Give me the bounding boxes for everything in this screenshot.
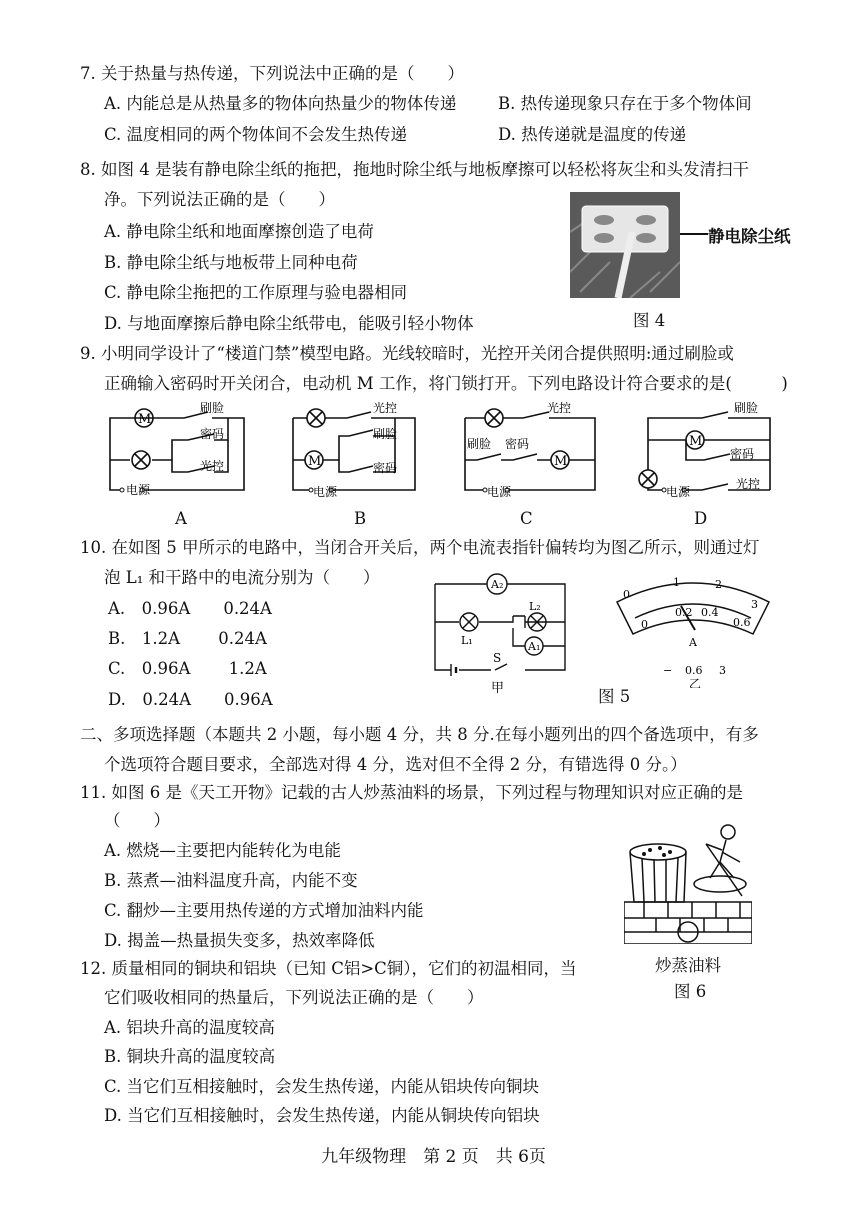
svg-text:电源: 电源 <box>487 485 512 499</box>
q8-stem-line1: 8. 如图 4 是装有静电除尘纸的拖把，拖地时除尘纸与地板摩擦可以轻松将灰尘和头发清扫干 <box>80 160 749 179</box>
mop-label-arrow <box>680 228 710 240</box>
circuit-c <box>455 398 605 502</box>
circuit-a <box>100 398 250 502</box>
svg-text:A: A <box>689 636 697 649</box>
svg-text:−: − <box>663 664 673 677</box>
q12-stem-line1: 12. 质量相同的铜块和铝块（已知 C铝>C铜），它们的初温相同，当 <box>80 959 577 978</box>
figure-6-label: 炒蒸油料 <box>655 956 721 975</box>
svg-text:刷脸: 刷脸 <box>373 427 398 441</box>
svg-text:A₂: A₂ <box>491 578 504 591</box>
svg-text:3: 3 <box>751 598 758 611</box>
q12-option-b: B. 铜块升高的温度较高 <box>104 1047 276 1066</box>
svg-text:光控: 光控 <box>200 459 225 473</box>
circuit-b <box>283 398 433 502</box>
q10-stem-line2: 泡 L₁ 和干路中的电流分别为（ ） <box>104 568 380 587</box>
svg-text:1: 1 <box>673 576 680 589</box>
q10-option-b: B. 1.2A 0.24A <box>108 629 267 648</box>
svg-text:乙: 乙 <box>689 677 702 688</box>
figure-5-circuit <box>425 572 575 694</box>
q8-stem-line2: 净。下列说法正确的是（ ） <box>104 190 335 209</box>
svg-text:L₂: L₂ <box>529 600 541 613</box>
figure-6-caption: 图 6 <box>674 982 707 1001</box>
q11-option-c: C. 翻炒—主要用热传递的方式增加油料内能 <box>104 901 424 920</box>
figure-4-caption: 图 4 <box>633 311 666 330</box>
q8-option-a: A. 静电除尘纸和地面摩擦创造了电荷 <box>104 222 374 241</box>
circuit-d-label: D <box>694 509 708 528</box>
q12-stem-line2: 它们吸收相同的热量后，下列说法正确的是（ ） <box>104 988 484 1007</box>
svg-text:刷脸: 刷脸 <box>467 437 492 451</box>
svg-text:M: M <box>308 454 322 469</box>
q9-stem-line1: 9. 小明同学设计了“楼道门禁”模型电路。光线较暗时，光控开关闭合提供照明:通过刷脸或 <box>80 344 734 363</box>
svg-text:密码: 密码 <box>373 461 398 475</box>
q8-option-d: D. 与地面摩擦后静电除尘纸带电，能吸引轻小物体 <box>104 314 474 333</box>
mop-photo <box>570 192 680 298</box>
q10-option-d: D. 0.24A 0.96A <box>108 690 273 709</box>
svg-text:电源: 电源 <box>126 483 151 497</box>
motor-symbol: M <box>138 412 152 427</box>
svg-text:密码: 密码 <box>505 437 530 451</box>
q11-option-a: A. 燃烧—主要把内能转化为电能 <box>104 841 341 860</box>
svg-text:S: S <box>493 651 502 665</box>
circuit-a-label: A <box>175 509 187 528</box>
q11-stem-line1: 11. 如图 6 是《天工开物》记载的古人炒蒸油料的场景，下列过程与物理知识对应正确的是 <box>80 783 743 802</box>
q10-stem-line1: 10. 在如图 5 甲所示的电路中，当闭合开关后，两个电流表指针偏转均为图乙所示，则通过灯 <box>80 538 760 557</box>
svg-text:0.6: 0.6 <box>685 664 703 677</box>
circuit-d <box>630 398 780 502</box>
figure-6-illustration <box>624 822 752 944</box>
section-2-heading: 二、多项选择题（本题共 2 小题，每小题 4 分，共 8 分.在每小题列出的四个备选项中，有多 <box>80 725 759 744</box>
svg-text:2: 2 <box>715 578 722 591</box>
page-footer: 九年级物理 第 2 页 共 6页 <box>321 1147 546 1167</box>
q10-option-a: A. 0.96A 0.24A <box>108 599 272 618</box>
svg-text:A₁: A₁ <box>528 640 541 653</box>
figure-5-ammeter <box>613 572 773 688</box>
q8-option-b: B. 静电除尘纸与地板带上同种电荷 <box>104 253 358 272</box>
q9-stem-line2: 正确输入密码时开关闭合，电动机 M 工作，将门锁打开。下列电路设计符合要求的是( ) <box>104 374 788 393</box>
q7-stem: 7. 关于热量与热传递，下列说法中正确的是（ ） <box>80 64 464 83</box>
q10-option-c: C. 0.96A 1.2A <box>108 659 267 678</box>
figure-5-caption: 图 5 <box>598 687 631 706</box>
svg-text:M: M <box>689 434 703 449</box>
svg-text:密码: 密码 <box>730 447 755 461</box>
svg-text:光控: 光控 <box>373 401 398 415</box>
svg-text:甲: 甲 <box>491 681 505 694</box>
svg-text:M: M <box>554 454 568 469</box>
circuit-b-label: B <box>354 509 367 528</box>
q7-option-d: D. 热传递就是温度的传递 <box>498 125 687 144</box>
svg-text:密码: 密码 <box>200 427 225 441</box>
svg-text:刷脸: 刷脸 <box>200 401 225 415</box>
svg-text:3: 3 <box>719 664 726 677</box>
q11-stem-line2: （ ） <box>104 811 170 830</box>
q8-option-c: C. 静电除尘拖把的工作原理与验电器相同 <box>104 283 408 302</box>
q11-option-b: B. 蒸煮—油料温度升高，内能不变 <box>104 871 358 890</box>
svg-text:光控: 光控 <box>736 477 761 491</box>
svg-text:0: 0 <box>623 588 630 601</box>
svg-text:L₁: L₁ <box>461 634 473 647</box>
q7-option-a: A. 内能总是从热量多的物体向热量少的物体传递 <box>104 94 457 113</box>
q7-option-b: B. 热传递现象只存在于多个物体间 <box>498 94 752 113</box>
q11-option-d: D. 揭盖—热量损失变多，热效率降低 <box>104 931 375 950</box>
q7-option-c: C. 温度相同的两个物体间不会发生热传递 <box>104 125 408 144</box>
svg-text:刷脸: 刷脸 <box>734 401 759 415</box>
svg-text:电源: 电源 <box>666 485 691 499</box>
mop-photo-label: 静电除尘纸 <box>708 227 791 246</box>
circuit-c-label: C <box>520 509 533 528</box>
q12-option-a: A. 铝块升高的温度较高 <box>104 1018 275 1037</box>
svg-text:光控: 光控 <box>547 401 572 415</box>
q12-option-c: C. 当它们互相接触时，会发生热传递，内能从铝块传向铜块 <box>104 1077 540 1096</box>
svg-text:电源: 电源 <box>313 485 338 499</box>
svg-text:0.6: 0.6 <box>733 616 751 629</box>
svg-text:0: 0 <box>641 618 648 631</box>
svg-text:0.4: 0.4 <box>701 606 719 619</box>
q12-option-d: D. 当它们互相接触时，会发生热传递，内能从铜块传向铝块 <box>104 1106 540 1125</box>
svg-text:0.2: 0.2 <box>675 606 693 619</box>
section-2-instructions: 个选项符合题目要求，全部选对得 4 分，选对但不全得 2 分，有错选得 0 分。） <box>104 755 687 774</box>
